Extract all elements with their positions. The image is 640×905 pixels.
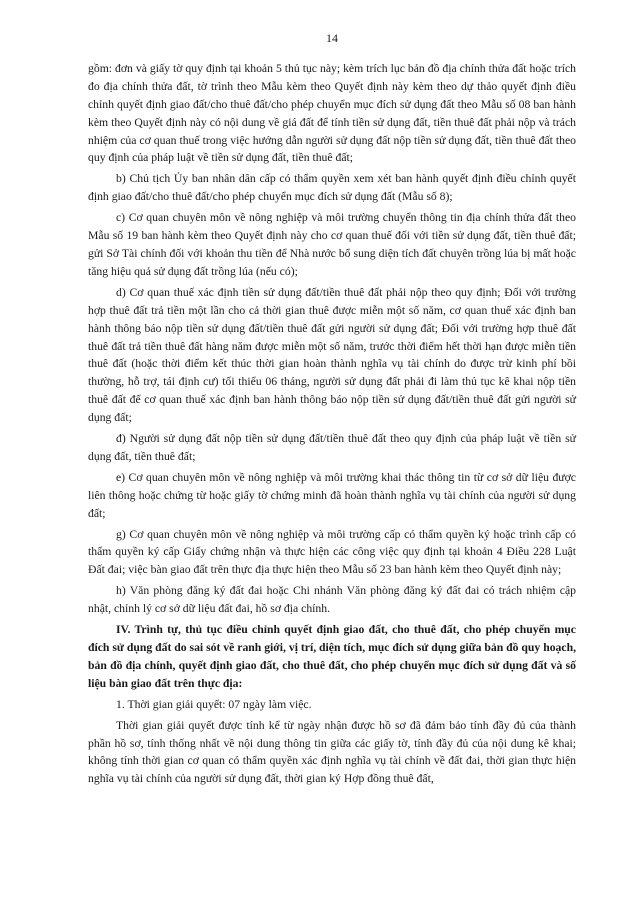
section-heading: IV. Trình tự, thủ tục điều chỉnh quyết định giao đất, cho thuê đất, cho phép chuyển mục đích sử dụng đất do sai sót về ranh giới, vị trí, diện tích, mục đích sử dụng giữa bản đồ quy hoạch, bản đồ địa chính, quyết định giao đất, cho thuê đất, cho phép chuyển mục đích sử dụng đất và số liệu bàn giao đất trên thực địa: [88, 623, 576, 690]
paragraph-c: c) Cơ quan chuyên môn về nông nghiệp và môi trường chuyển thông tin địa chính thửa đất theo Mẫu số 19 ban hành kèm theo Quyết định này cho cơ quan thuế đối với tiền sử dụng đất, tiền thuê đất; gửi Sở Tài chính đối với khoản thu tiền để Nhà nước bổ sung diện tích đất chuyên trồng lúa bị mất hoặc tăng hiệu quả sử dụng đất trồng lúa (nếu có); [88, 211, 576, 278]
paragraph-continuation: gồm: đơn và giấy tờ quy định tại khoản 5 thủ tục này; kèm trích lục bản đồ địa chính thửa đất hoặc trích đo địa chính thửa đất, tờ trình theo Mẫu kèm theo Quyết định này kèm theo dự thảo quyết định điều chỉnh quyết định giao đất/cho thuê đất/cho phép chuyển mục đích sử dụng đất theo Mẫu số 08 ban hành kèm theo Quyết định này có nội dung về giá đất để tính tiền sử dụng đất, tiền thuê đất phải nộp và trách nhiệm của cơ quan thuế trong việc hướng dẫn người sử dụng đất nộp tiền sử dụng đất, tiền thuê đất theo quy định của pháp luật về tiền sử dụng đất, tiền thuê đất; [88, 61, 576, 165]
resolution-time: 1. Thời gian giải quyết: 07 ngày làm việc. [116, 697, 312, 711]
paragraph-dd: đ) Người sử dụng đất nộp tiền sử dụng đất/tiền thuê đất theo quy định của pháp luật về tiền sử dụng đất, tiền thuê đất; [88, 432, 576, 463]
paragraph-h: h) Văn phòng đăng ký đất đai hoặc Chi nhánh Văn phòng đăng ký đất đai có trách nhiệm cập nhật, chỉnh lý cơ sở dữ liệu đất đai, hồ sơ địa chính. [88, 584, 576, 616]
document-page [88, 30, 576, 791]
page-number: 14 [326, 31, 338, 45]
paragraph-b: b) Chủ tịch Ủy ban nhân dân cấp có thẩm quyền xem xét ban hành quyết định điều chỉnh quyết định giao đất/cho thuê đất/cho phép chuyển mục đích sử dụng đất (Mẫu số 8); [88, 172, 576, 204]
paragraph-g: g) Cơ quan chuyên môn về nông nghiệp và môi trường cấp có thẩm quyền ký hoặc trình cấp có thẩm quyền ký cấp Giấy chứng nhận và thực hiện các công việc quy định tại khoản 4 Điều 228 Luật Đất đai; việc bàn giao đất trên thực địa thực hiện theo Mẫu số 23 ban hành kèm theo Quyết định này; [88, 527, 576, 577]
paragraph-d: d) Cơ quan thuế xác định tiền sử dụng đất/tiền thuê đất phải nộp theo quy định; Đối với trường hợp thuê đất trả tiền một lần cho cả thời gian thuê được miễn một số năm, cơ quan thuế xác định ban hành thông báo nộp tiền sử dụng đất/tiền thuê đất gửi người sử dụng đất; Đối với trường hợp thuê đất thuê đất trả tiền thuê đất hàng năm được miễn một số năm, trước thời điểm hết thời hạn được miễn tiền thuê đất (hoặc thời điểm kết thúc thời gian hoàn thành nghĩa vụ tài chính do được trừ kinh phí bồi thường, hỗ trợ, tái định cư) tối thiểu 06 tháng, người sử dụng đất phải đi làm thủ tục kê khai nộp tiền thuê đất để cơ quan thuế xác định ban hành thông báo nộp tiền sử dụng đất/tiền thuê đất gửi người sử dụng đất; [88, 285, 576, 425]
paragraph-e: e) Cơ quan chuyên môn về nông nghiệp và môi trường khai thác thông tin từ cơ sở dữ liệu được liên thông hoặc chứng từ hoặc giấy tờ chứng minh đã hoàn thành nghĩa vụ tài chính của người sử dụng đất; [88, 470, 576, 520]
resolution-time-detail: Thời gian giải quyết được tính kể từ ngày nhận được hồ sơ đã đảm bảo tính đầy đủ của thành phần hồ sơ, tính thống nhất về nội dung thông tin giữa các giấy tờ, tính đầy đủ của nội dung kê khai; không tính thời gian cơ quan có thẩm quyền xác định nghĩa vụ tài chính về đất đai, thời gian thực hiện nghĩa vụ tài chính của người sử dụng đất, thời gian ký Hợp đồng thuê đất, [88, 718, 576, 786]
